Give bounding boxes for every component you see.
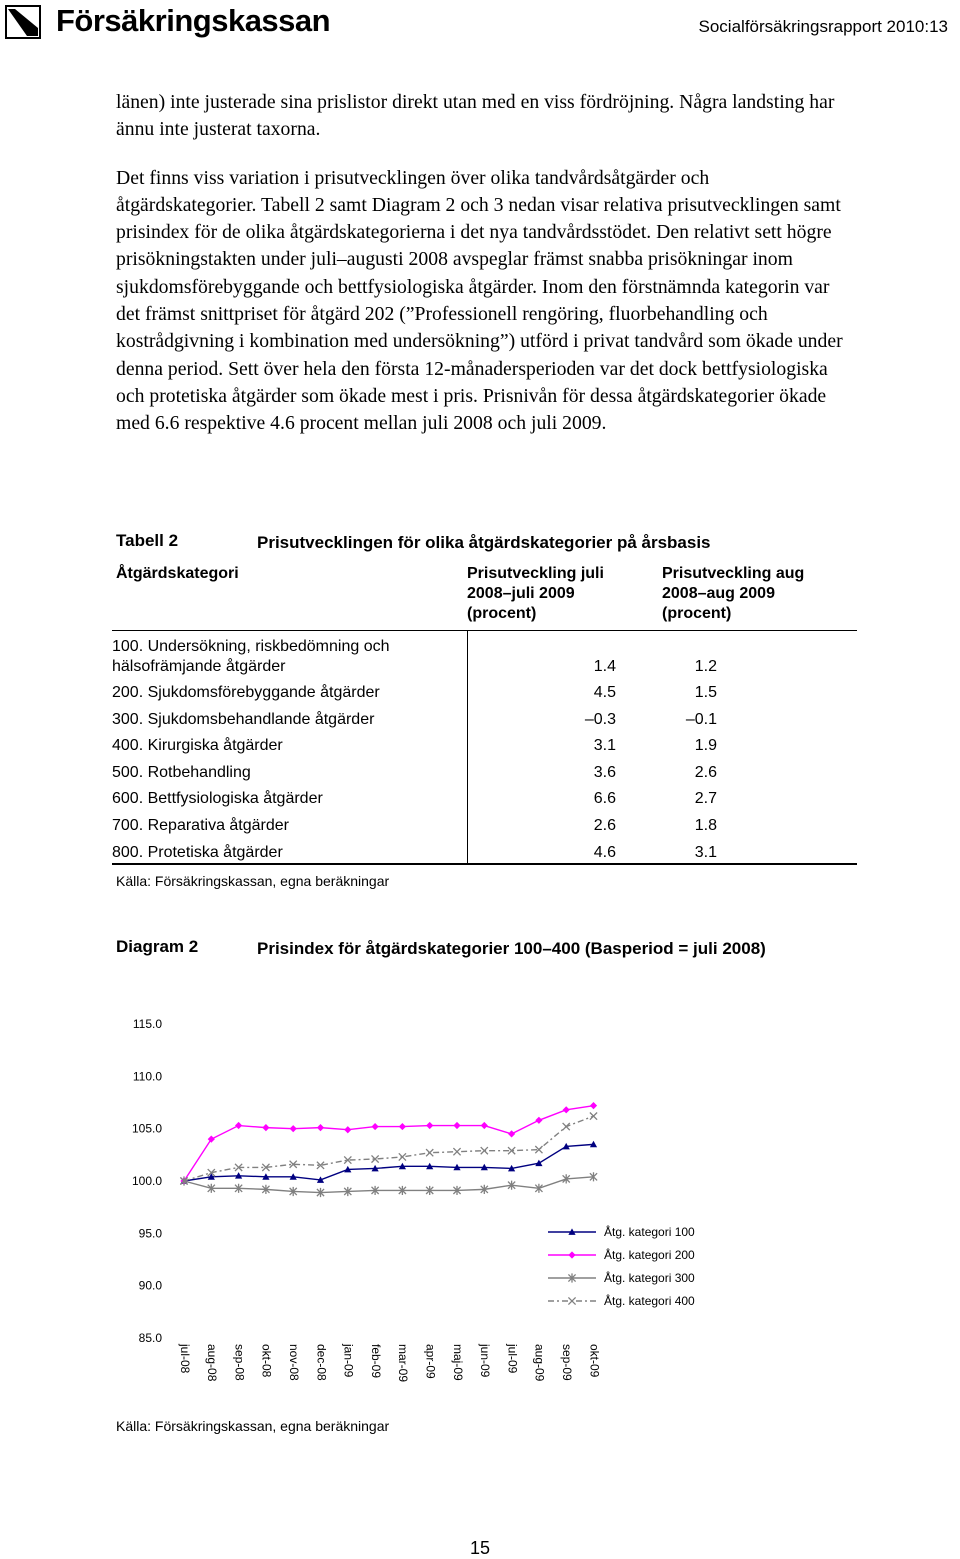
table-cell-aug: 1.8 (694, 817, 717, 835)
series-line-2 (184, 1106, 594, 1181)
table-title: Prisutvecklingen för olika åtgärdskategorier på årsbasis (257, 533, 711, 552)
data-point (426, 1149, 433, 1156)
data-point (290, 1125, 297, 1132)
x-tick-label: okt-08 (259, 1344, 274, 1378)
x-tick-label: jul-09 (505, 1344, 520, 1374)
data-point (563, 1106, 570, 1113)
x-tick-label: sep-09 (560, 1344, 575, 1381)
report-identifier: Socialförsäkringsrapport 2010:13 (698, 17, 948, 36)
data-point (208, 1136, 215, 1143)
y-tick-label: 110.0 (132, 1069, 162, 1084)
table-row (112, 730, 857, 757)
data-point (508, 1130, 515, 1137)
legend-label: Åtg. kategori 100 (604, 1225, 695, 1239)
logo-icon (5, 5, 41, 39)
table-row (112, 677, 857, 704)
column-header: Åtgärdskategori (116, 565, 239, 582)
table-cell-category: 100. Undersökning, riskbedömning och hälsofrämjande åtgärder (112, 637, 390, 675)
table-cell-aug: 2.6 (694, 763, 717, 781)
table-cell-jul: 3.6 (467, 756, 662, 783)
table-cell-category: 700. Reparativa åtgärder (112, 817, 289, 835)
data-point (481, 1122, 488, 1129)
table-cell-category: 400. Kirurgiska åtgärder (112, 737, 283, 755)
y-tick-label: 105.0 (131, 1121, 162, 1136)
data-point (317, 1124, 324, 1131)
table-row (112, 703, 857, 730)
data-point (399, 1153, 406, 1160)
table-row (112, 783, 857, 810)
x-tick-label: apr-09 (423, 1344, 438, 1379)
data-point (399, 1123, 406, 1130)
table-cell-category: 200. Sjukdomsförebyggande åtgärder (112, 684, 380, 702)
chart-label: Diagram 2 (116, 937, 199, 956)
body-text (116, 89, 846, 438)
x-tick-label: jul-08 (177, 1344, 192, 1374)
price-table (112, 564, 857, 865)
table-cell-aug: 3.1 (694, 843, 717, 861)
column-header: Prisutveckling aug 2008–aug 2009 (procent) (662, 565, 805, 622)
data-point (535, 1117, 542, 1124)
table-source: Källa: Försäkringskassan, egna beräkningar (116, 873, 390, 889)
table-cell-jul: 2.6 (467, 809, 662, 836)
data-point (453, 1148, 460, 1155)
y-tick-label: 95.0 (138, 1226, 162, 1241)
column-header: Prisutveckling juli 2008–juli 2009 (procent) (467, 565, 604, 622)
legend-label: Åtg. kategori 400 (604, 1294, 695, 1308)
x-tick-label: okt-09 (587, 1344, 602, 1378)
table-cell-aug: 1.5 (694, 684, 717, 702)
data-point (590, 1113, 597, 1120)
x-tick-label: sep-08 (232, 1344, 247, 1381)
data-point (344, 1126, 351, 1133)
legend-marker (568, 1251, 575, 1258)
chart-title: Prisindex för åtgärdskategorier 100–400 (Basperiod = juli 2008) (257, 939, 766, 958)
paragraph: Det finns viss variation i prisutvecklingen över olika tandvårdsåtgärder och åtgärdskategorier. Tabell 2 samt Diagram 2 och 3 nedan visar relativa prisutvecklingen samt prisindex för de olika åtgärdskategorierna i det nya tandvårdsstödet. Den relativt sett högre prisökningstakten under juli–augusti 2008 avspeglar främst snabba prisökningar inom sjukdomsförebyggande och bettfysiologiska åtgärder. Inom den förstnämnda kategorin var det främst snittpriset för åtgärd 202 (”Professionell rengöring, fluorbehandling och kostrådgivning i kombination med undersökning”) utförd i privat tandvård som ökade under denna period. Sett över hela den första 12-månadersperioden var det dock bettfysiologiska och protetiska åtgärder som ökade mest i pris. Prisnivån för dessa åtgärdskategorier ökade med 6.6 respektive 4.6 procent mellan juli 2008 och juli 2009. (116, 166, 843, 435)
table-cell-jul: –0.3 (467, 703, 662, 730)
series-line-3 (184, 1177, 594, 1193)
table-label: Tabell 2 (116, 531, 179, 550)
table-row (112, 809, 857, 836)
table-cell-jul: 1.4 (467, 630, 662, 677)
legend-label: Åtg. kategori 200 (604, 1248, 695, 1262)
data-point (535, 1160, 542, 1166)
logo-text: Försäkringskassan (56, 3, 331, 38)
data-point (453, 1122, 460, 1129)
x-tick-label: maj-09 (450, 1344, 465, 1381)
table-cell-category: 300. Sjukdomsbehandlande åtgärder (112, 710, 375, 728)
x-tick-label: mar-09 (396, 1344, 411, 1383)
x-tick-label: nov-08 (287, 1344, 302, 1381)
table-row (112, 836, 857, 864)
table-cell-aug: –0.1 (685, 710, 717, 728)
table-cell-jul: 6.6 (467, 783, 662, 810)
table-cell-category: 600. Bettfysiologiska åtgärder (112, 790, 323, 808)
y-tick-label: 115.0 (132, 1017, 162, 1031)
x-tick-label: feb-09 (368, 1344, 383, 1379)
chart-source: Källa: Försäkringskassan, egna beräkningar (116, 1418, 390, 1434)
paragraph: länen) inte justerade sina prislistor direkt utan med en viss fördröjning. Några landsting har ännu inte justerat taxorna. (116, 91, 835, 141)
table-row (112, 630, 857, 677)
legend-marker (568, 1297, 575, 1304)
table-cell-jul: 4.5 (467, 677, 662, 704)
table-row (112, 756, 857, 783)
page-number: 15 (470, 1538, 491, 1558)
data-point (372, 1123, 379, 1130)
table-cell-category: 800. Protetiska åtgärder (112, 843, 283, 861)
data-point (235, 1122, 242, 1129)
legend-label: Åtg. kategori 300 (604, 1271, 695, 1285)
data-point (262, 1124, 269, 1131)
x-tick-label: jun-09 (478, 1344, 493, 1378)
data-point (590, 1102, 597, 1109)
x-tick-label: dec-08 (314, 1344, 329, 1381)
table-cell-aug: 1.2 (694, 657, 717, 675)
table-cell-jul: 3.1 (467, 730, 662, 757)
table-cell-aug: 1.9 (694, 737, 717, 755)
y-tick-label: 90.0 (138, 1278, 162, 1293)
data-point (426, 1122, 433, 1129)
x-tick-label: aug-09 (532, 1344, 547, 1382)
table-cell-jul: 4.6 (467, 836, 662, 864)
data-point (563, 1123, 570, 1130)
table-cell-aug: 2.7 (694, 790, 717, 808)
price-index-chart (100, 990, 695, 1410)
data-point (481, 1147, 488, 1154)
y-tick-label: 100.0 (131, 1174, 162, 1188)
x-tick-label: jan-09 (341, 1344, 356, 1378)
y-tick-label: 85.0 (138, 1331, 162, 1345)
table-cell-category: 500. Rotbehandling (112, 763, 251, 781)
x-tick-label: aug-08 (205, 1344, 220, 1382)
